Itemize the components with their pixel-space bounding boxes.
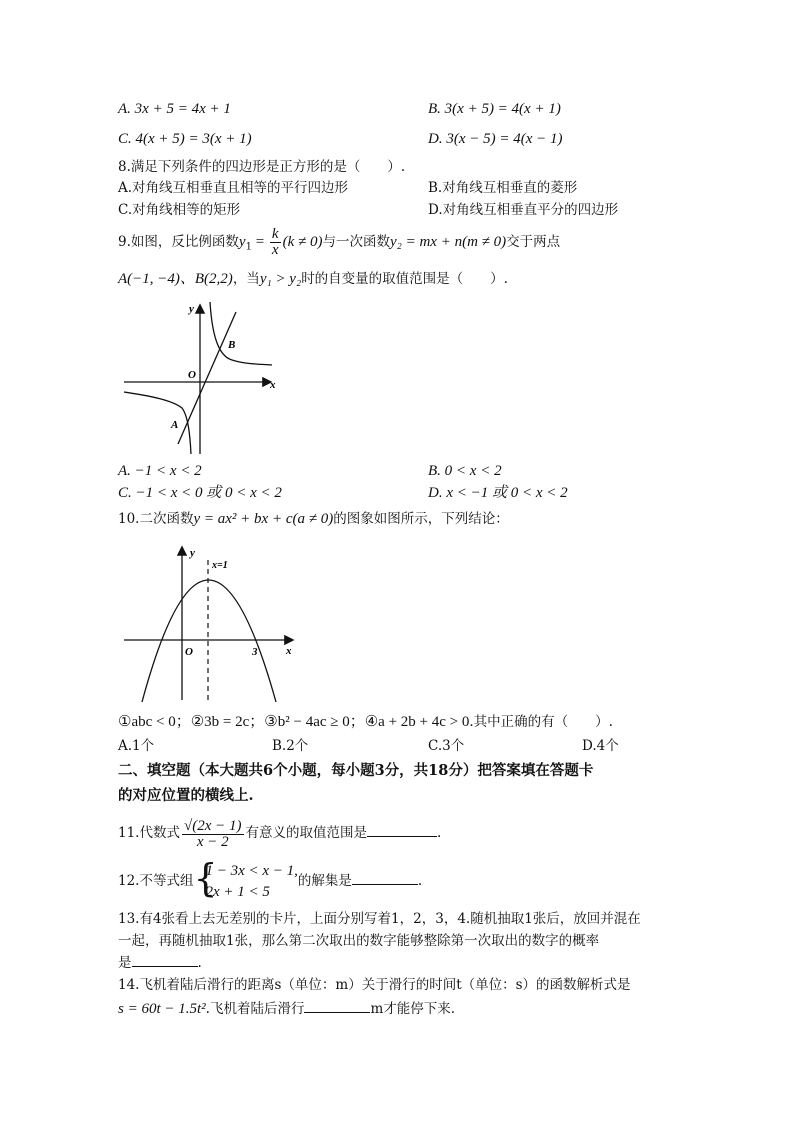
q8-stem: 8.满足下列条件的四边形是正方形的是（ ）. <box>118 159 406 175</box>
q9-origin-label: O <box>188 369 196 381</box>
q9-y-label: y <box>189 303 194 315</box>
q9-eq: = <box>251 234 268 250</box>
q11-numerator: √(2x − 1) <box>183 818 242 834</box>
q11: 11.代数式 $\frac{√(2x - 1)}{x - 2}$ 有意义的取值范围是 . <box>118 818 442 850</box>
q12-suffix: 的解集是 <box>297 873 352 889</box>
q10-option-a: A.1个 <box>118 738 155 754</box>
q8-option-b: B.对角线互相垂直的菱形 <box>428 180 578 196</box>
q10-option-d: D.4个 <box>582 738 619 754</box>
q12: 12.不等式组 { 1 − 3x < x − 1, 2x + 1 < 5 的解集是 . <box>118 858 422 904</box>
q13-line3: 是 . <box>118 955 202 971</box>
q8-option-c: C.对角线相等的矩形 <box>118 202 241 218</box>
q9-fraction <box>270 227 281 258</box>
q14-mid: .飞机着陆后滑行 <box>205 1001 305 1017</box>
q9-hyperbola-left <box>124 392 191 454</box>
q14-answer-blank[interactable] <box>304 999 370 1013</box>
q10-ask: .其中正确的有（ ）. <box>469 714 613 730</box>
q12-row1: 1 − 3x < x − 1, <box>205 862 298 879</box>
section2-heading-line2: 的对应位置的横线上. <box>118 787 254 804</box>
q9-y1-sub: 1 <box>245 241 252 253</box>
q12-answer-blank[interactable] <box>352 871 418 885</box>
q9-points: A(−1, −4)、B(2,2) <box>118 271 233 287</box>
q11-denominator: x − 2 <box>196 834 229 850</box>
q9-option-a: A. −1 < x < 2 <box>118 463 202 479</box>
q9-stem-line2 <box>118 270 508 288</box>
q12-system: { 1 − 3x < x − 1, 2x + 1 < 5 <box>193 861 297 903</box>
q13-answer-blank[interactable] <box>132 953 198 967</box>
q10-stem <box>118 510 509 528</box>
q9-hyperbola-right <box>210 302 272 365</box>
q11-answer-blank[interactable] <box>367 823 437 837</box>
q7-option-a: A. 3x + 5 = 4x + 1 <box>118 101 231 117</box>
q9-when: ，当 <box>232 271 260 287</box>
q9-graph <box>120 298 280 456</box>
q13-line2: 一起，再随机抽取1张，那么第二次取出的数字能够整除第一次取出的数字的概率 <box>118 933 600 949</box>
q10-root-label: 3 <box>252 646 258 658</box>
q7-option-c: C. 4(x + 5) = 3(x + 1) <box>118 131 252 147</box>
q9-tail: 时的自变量的取值范围是（ ）. <box>301 271 508 287</box>
q9-y2-expr: y₂ = mx + n(m ≠ 0) <box>389 234 507 250</box>
q10-stem-suffix: 的图象如图所示，下列结论： <box>333 511 509 527</box>
q9-x-label: x <box>270 379 276 391</box>
q9-option-b: B. 0 < x < 2 <box>428 463 502 479</box>
q9-middle: 与一次函数 <box>322 234 390 250</box>
q9-prefix: 9.如图，反比例函数 <box>118 234 239 250</box>
q9-frac-den: x <box>271 242 279 258</box>
q8-option-d: D.对角线互相垂直平分的四边形 <box>428 202 619 218</box>
q11-fraction <box>182 817 244 850</box>
q9-point-a-label: A <box>171 419 179 431</box>
q9-option-c: C. −1 < x < 0 或 0 < x < 2 <box>118 485 282 501</box>
q9-option-d: D. x < −1 或 0 < x < 2 <box>428 485 568 501</box>
q11-prefix: 11.代数式 <box>118 825 180 841</box>
q14-line2 <box>118 999 455 1018</box>
q10-conclusions-line <box>118 713 613 731</box>
q12-row2: 2x + 1 < 5 <box>205 883 270 900</box>
q10-origin-label: O <box>185 646 193 658</box>
q13-line1: 13.有4张看上去无差别的卡片，上面分别写着1，2，3，4.随机抽取1张后，放回并混在 <box>118 911 641 927</box>
q8-option-a: A.对角线互相垂直且相等的平行四边形 <box>118 180 349 196</box>
q9-point-b-label: B <box>228 339 236 351</box>
q10-option-b: B.2个 <box>272 738 309 754</box>
q10-graph <box>120 542 300 704</box>
q14-tail: m才能停下来. <box>370 1001 456 1017</box>
q10-y-label: y <box>190 547 195 559</box>
q9-cond1: (k ≠ 0) <box>282 234 323 250</box>
q10-option-c: C.3个 <box>428 738 465 754</box>
q14-line1: 14.飞机着陆后滑行的距离s（单位：m）关于滑行的时间t（单位：s）的函数解析式是 <box>118 977 631 993</box>
q10-stem-prefix: 10.二次函数 <box>118 511 194 527</box>
q9-suffix: 交于两点 <box>506 234 561 250</box>
q11-suffix: 有意义的取值范围是 <box>245 825 367 841</box>
q9-ineq: y₁ > y₂ <box>259 271 302 287</box>
q10-symmetry-label: x=1 <box>212 560 228 571</box>
q14-formula: s = 60t − 1.5t² <box>118 1001 206 1017</box>
q9-line <box>178 312 236 444</box>
q9-frac-num: k <box>271 226 279 242</box>
q7-option-d: D. 3(x − 5) = 4(x − 1) <box>428 131 563 147</box>
q10-conclusions: ①abc < 0；②3b = 2c；③b² − 4ac ≥ 0；④a + 2b + 4c > 0 <box>118 714 470 730</box>
q9-stem-line1 <box>118 226 560 258</box>
q13-line3-text: 是 <box>118 955 132 971</box>
q10-func: y = ax² + bx + c(a ≠ 0) <box>193 511 334 527</box>
q12-prefix: 12.不等式组 <box>118 873 194 889</box>
q10-parabola <box>142 580 276 702</box>
q10-x-label: x <box>286 645 292 657</box>
q7-option-b: B. 3(x + 5) = 4(x + 1) <box>428 101 561 117</box>
section2-heading-line1: 二、填空题（本大题共6个小题，每小题3分，共18分）把答案填在答题卡 <box>118 762 594 779</box>
q9-y1: y <box>238 234 246 250</box>
